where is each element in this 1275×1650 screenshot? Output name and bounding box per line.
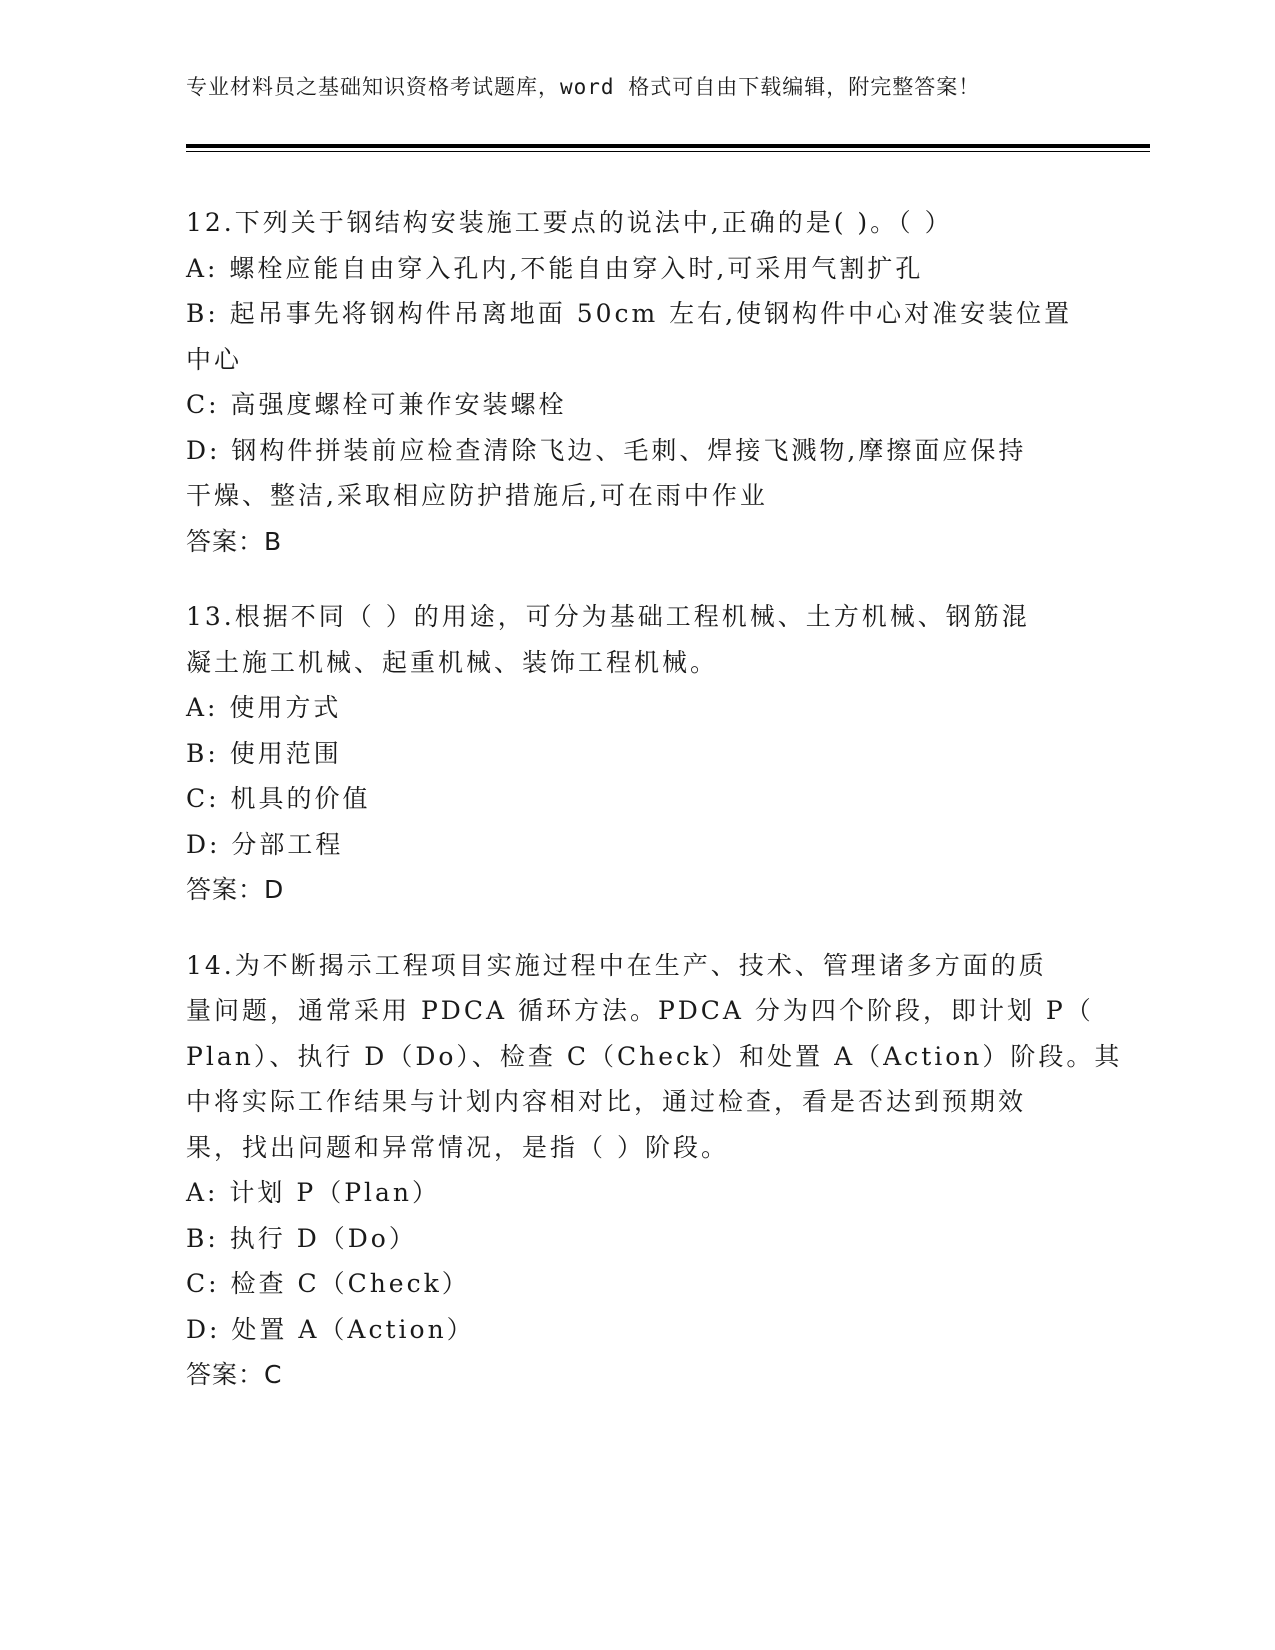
option-c: C: 机具的价值 <box>186 784 371 813</box>
answer-line: 答案：B <box>186 526 283 556</box>
option-a: A: 螺栓应能自由穿入孔内,不能自由穿入时,可采用气割扩孔 <box>186 253 924 283</box>
question-stem-continued: Plan）、执行 D（Do）、检查 C（Check）和处置 A（Action）阶段。其 <box>186 1041 1123 1071</box>
option-d-continued: 干燥、整洁,采取相应防护措施后,可在雨中作业 <box>186 481 768 510</box>
question-stem-continued: 果，找出问题和异常情况，是指（ ）阶段。 <box>186 1132 729 1162</box>
question-stem-continued: 中将实际工作结果与计划内容相对比，通过检查，看是否达到预期效 <box>186 1087 1027 1116</box>
option-c: C: 高强度螺栓可兼作安装螺栓 <box>186 390 567 419</box>
option-b: B: 使用范围 <box>186 738 342 768</box>
question-list <box>186 200 1123 1428</box>
question-13 <box>186 594 1086 913</box>
answer-line: 答案：D <box>186 875 285 904</box>
option-c: C: 检查 C（Check） <box>186 1269 470 1298</box>
option-a: A: 使用方式 <box>186 693 342 722</box>
option-b: B: 执行 D（Do） <box>186 1223 417 1253</box>
option-b-continued: 中心 <box>186 344 243 374</box>
option-b: B: 起吊事先将钢构件吊离地面 50cm 左右,使钢构件中心对准安装位置 <box>186 299 1073 328</box>
option-d: D: 钢构件拼装前应检查清除飞边、毛刺、焊接飞溅物,摩擦面应保持 <box>186 435 1027 465</box>
question-stem: 13.根据不同（ ）的用途，可分为基础工程机械、土方机械、钢筋混 <box>186 602 1030 631</box>
header-rule-thick <box>186 144 1150 148</box>
question-stem: 14.为不断揭示工程项目实施过程中在生产、技术、管理诸多方面的质 <box>186 950 1047 980</box>
question-stem: 12.下列关于钢结构安装施工要点的说法中,正确的是( )。（ ） <box>186 208 953 237</box>
option-d: D: 处置 A（Action） <box>186 1314 475 1344</box>
page-header: 专业材料员之基础知识资格考试题库，word 格式可自由下载编辑，附完整答案！ <box>186 75 981 99</box>
question-stem-continued: 量问题，通常采用 PDCA 循环方法。PDCA 分为四个阶段，即计划 P（ <box>186 996 1094 1025</box>
option-a: A: 计划 P（Plan） <box>186 1178 441 1207</box>
answer-line: 答案：C <box>186 1360 283 1389</box>
header-rule-thin <box>186 151 1150 152</box>
question-stem-continued: 凝土施工机械、起重机械、装饰工程机械。 <box>186 647 719 677</box>
question-12 <box>186 200 1086 564</box>
option-d: D: 分部工程 <box>186 829 344 859</box>
question-14 <box>186 943 1123 1398</box>
